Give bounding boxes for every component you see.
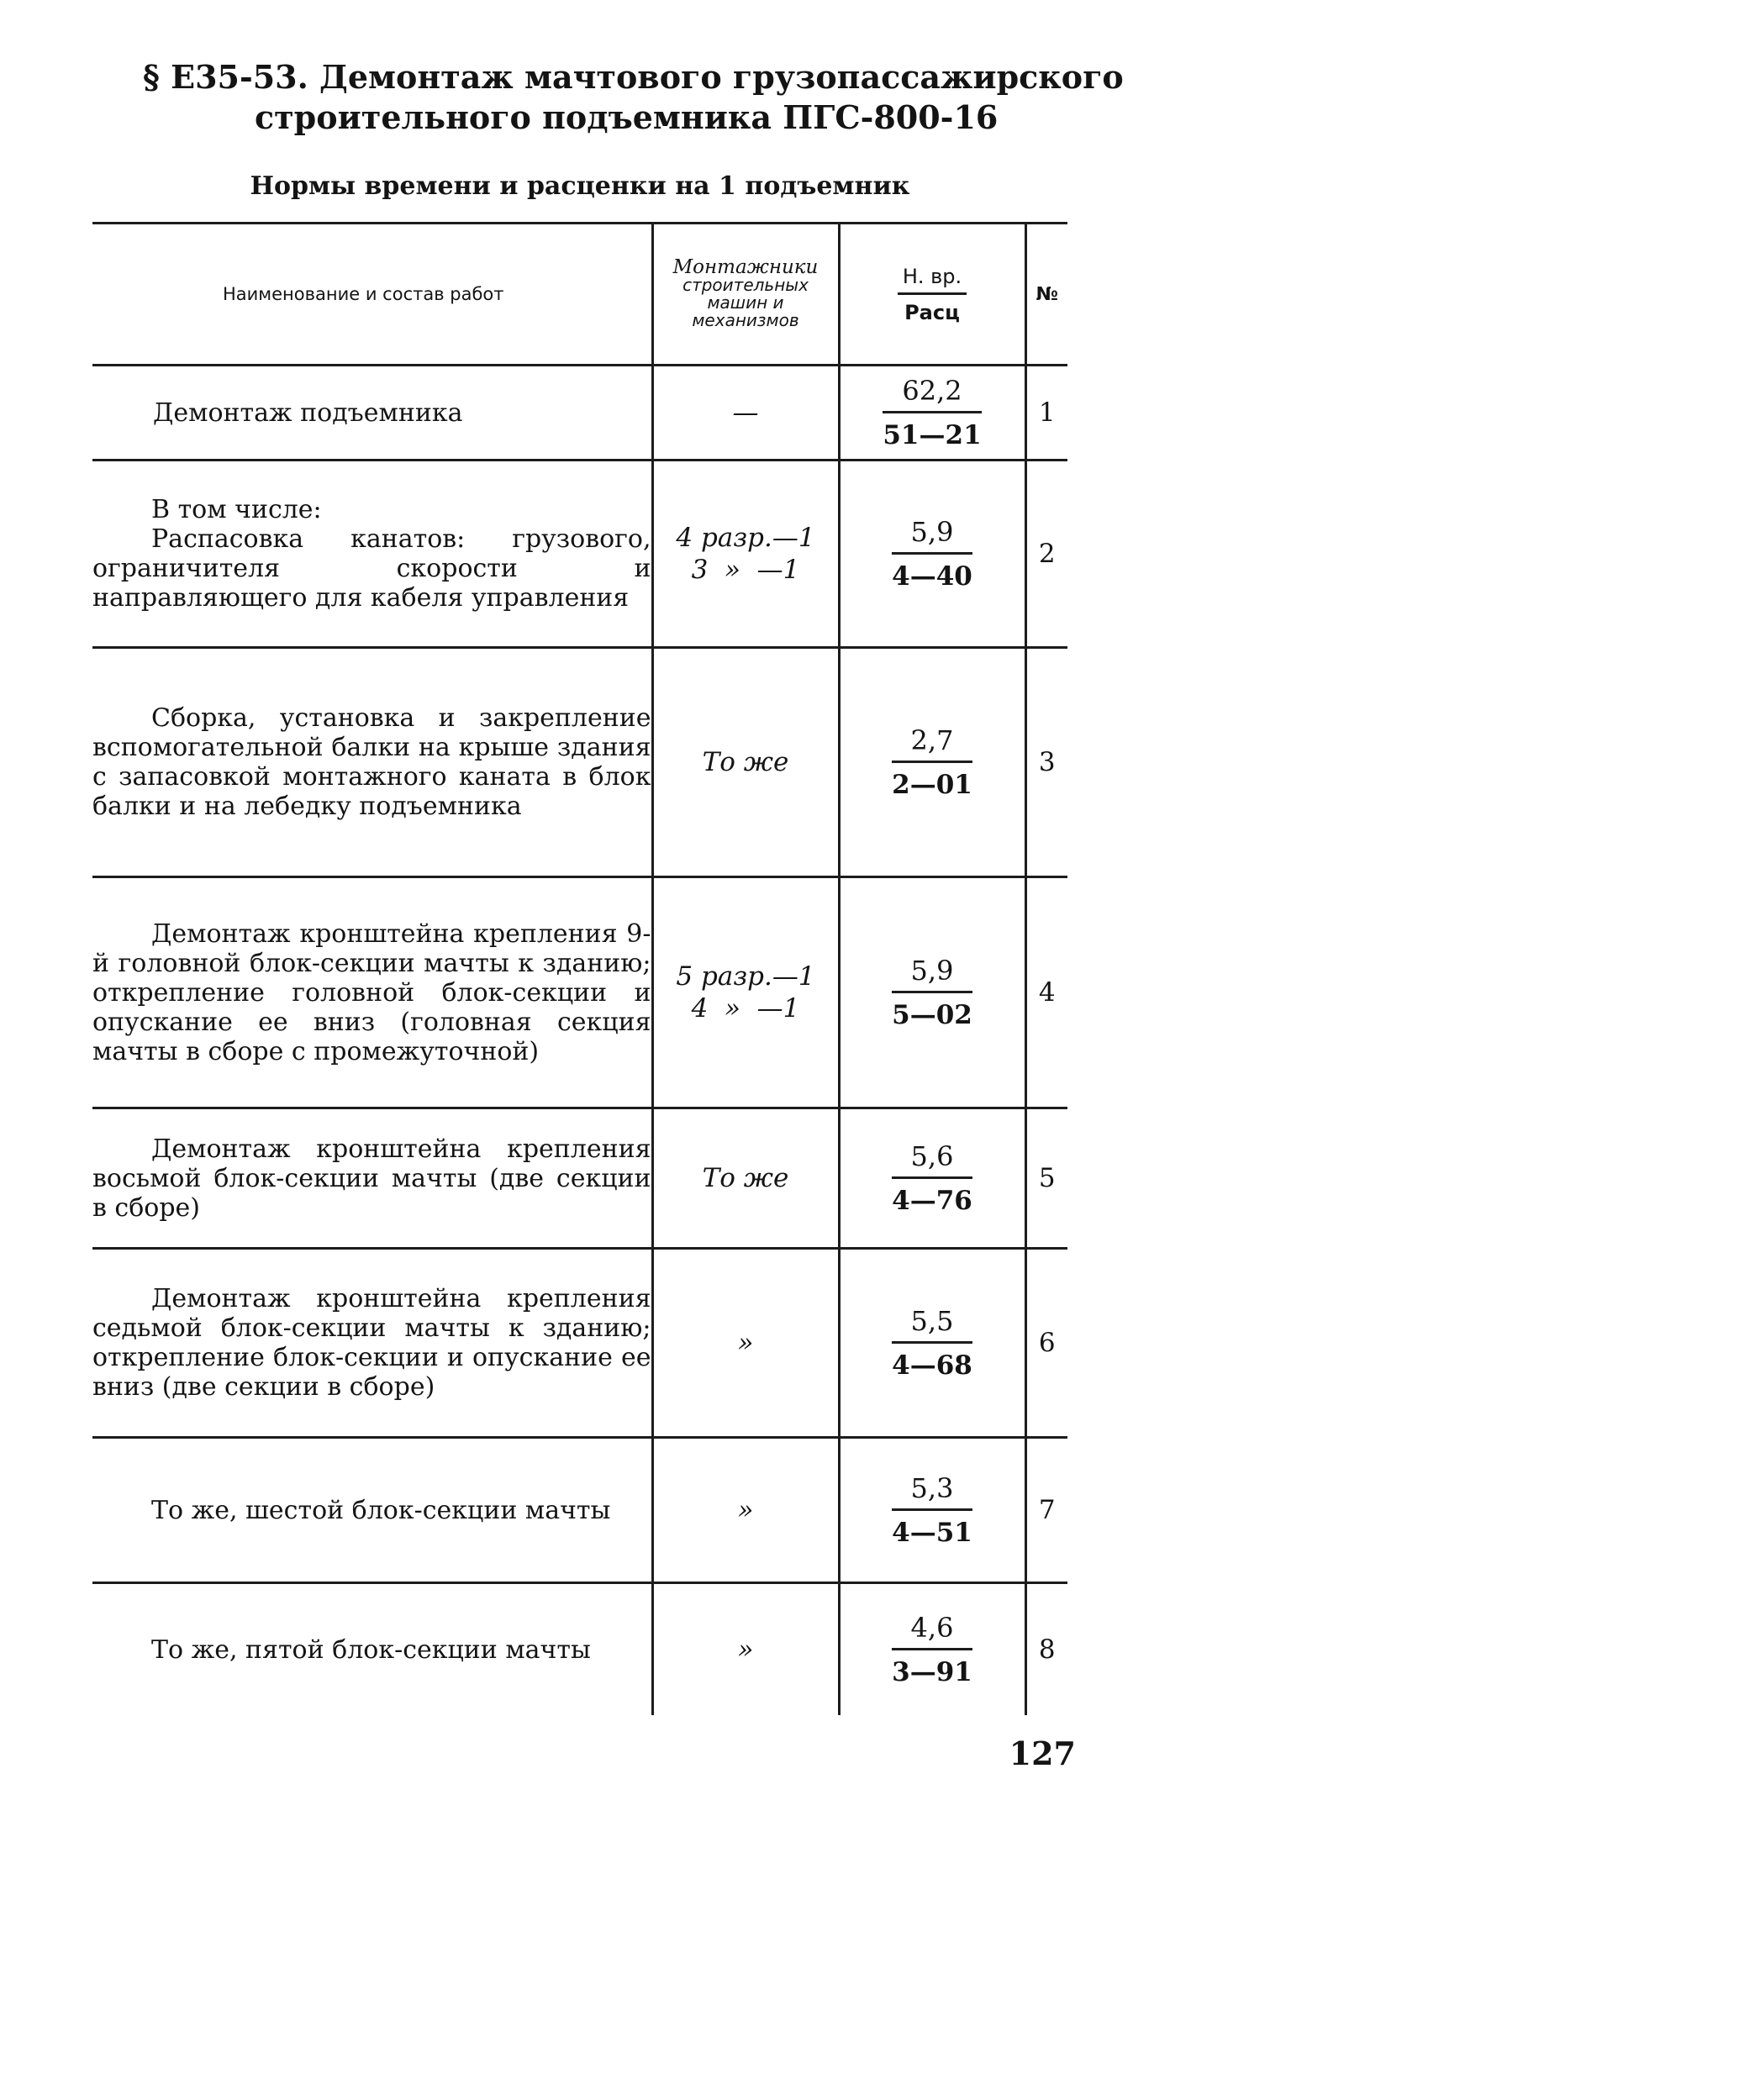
work-name: Демонтаж подъемника bbox=[92, 366, 652, 461]
crew-cell bbox=[652, 1108, 839, 1249]
rate: 4—51 bbox=[892, 1517, 972, 1548]
time-norm: 2,7 bbox=[892, 724, 972, 763]
rate: 5—02 bbox=[892, 999, 972, 1030]
header-norm bbox=[839, 224, 1025, 366]
rate: 4—40 bbox=[892, 561, 972, 592]
crew-line: То же bbox=[702, 747, 789, 777]
row-number: 1 bbox=[1025, 366, 1067, 461]
table-row bbox=[92, 366, 1067, 461]
work-name-text: Демонтаж кронштейна крепления седьмой блок-секции мачты к зданию; открепление блок-секции и опускание ее вниз (две секции в сборе) bbox=[92, 1284, 651, 1402]
table-row bbox=[92, 648, 1067, 877]
row-number: 7 bbox=[1025, 1438, 1067, 1583]
norm-cell bbox=[839, 461, 1025, 648]
row-number: 5 bbox=[1025, 1108, 1067, 1249]
crew-cell bbox=[652, 648, 839, 877]
table-row bbox=[92, 1108, 1067, 1249]
norm-cell bbox=[839, 366, 1025, 461]
work-name-text: Сборка, установка и закрепление вспомогательной балки на крыше здания с запасовкой монтажного каната в блок балки и на лебедку подъемника bbox=[92, 703, 651, 821]
norm-cell bbox=[839, 1438, 1025, 1583]
work-name bbox=[92, 877, 652, 1108]
table-header-row bbox=[92, 224, 1067, 366]
norm-fraction bbox=[892, 724, 972, 802]
crew-cell bbox=[652, 1249, 839, 1438]
crew-line: 4 разр.—1 bbox=[676, 523, 815, 553]
time-norm: 4,6 bbox=[892, 1611, 972, 1650]
rate: 4—68 bbox=[892, 1350, 972, 1381]
crew-line: 5 разр.—1 bbox=[676, 961, 815, 992]
row-number: 4 bbox=[1025, 877, 1067, 1108]
norm-cell bbox=[839, 1108, 1025, 1249]
norms-table bbox=[92, 222, 1067, 1715]
work-name bbox=[92, 1249, 652, 1438]
table-row bbox=[92, 461, 1067, 648]
norm-fraction bbox=[883, 374, 981, 452]
header-name: Наименование и состав работ bbox=[92, 224, 652, 366]
norm-fraction bbox=[892, 1139, 972, 1218]
norm-fraction bbox=[892, 1471, 972, 1550]
time-norm: 5,5 bbox=[892, 1304, 972, 1344]
norm-fraction bbox=[892, 954, 972, 1032]
work-name bbox=[92, 1583, 652, 1716]
header-norm-bottom: Расц bbox=[904, 300, 960, 324]
work-name-text: То же, шестой блок-секции мачты bbox=[151, 1495, 611, 1525]
crew-line: — bbox=[732, 397, 759, 428]
section-heading bbox=[143, 57, 1124, 138]
heading-line-1: § Е35-53. Демонтаж мачтового грузопассажирского bbox=[143, 58, 1124, 96]
row-number: 2 bbox=[1025, 461, 1067, 648]
crew-line: » bbox=[737, 1328, 754, 1358]
norm-cell bbox=[839, 1583, 1025, 1716]
crew-cell bbox=[652, 1438, 839, 1583]
work-name-text: Демонтаж кронштейна крепления 9-й головной блок-секции мачты к зданию; открепление головной блок-секции и опускание ее вниз (головная секция мачты в сборе с промежуточной) bbox=[92, 918, 651, 1066]
row-number: 6 bbox=[1025, 1249, 1067, 1438]
work-name bbox=[92, 461, 652, 648]
norm-cell bbox=[839, 648, 1025, 877]
work-name-lead: В том числе: bbox=[151, 495, 322, 524]
table-row bbox=[92, 1249, 1067, 1438]
heading-line-2: строительного подъемника ПГС-800-16 bbox=[255, 98, 999, 136]
crew-line: » bbox=[737, 1634, 754, 1665]
work-name-text: Распасовка канатов: грузового, ограничителя скорости и направляющего для кабеля управления bbox=[92, 524, 651, 613]
rate: 4—76 bbox=[892, 1185, 972, 1216]
crew-cell bbox=[652, 877, 839, 1108]
crew-cell bbox=[652, 1583, 839, 1716]
header-norm-fraction bbox=[898, 264, 967, 325]
work-name-text: То же, пятой блок-секции мачты bbox=[151, 1634, 591, 1665]
header-norm-top: Н. вр. bbox=[898, 264, 967, 295]
crew-line: 4 » —1 bbox=[691, 993, 800, 1024]
time-norm: 62,2 bbox=[883, 374, 981, 413]
table-row bbox=[92, 1583, 1067, 1716]
work-name bbox=[92, 1108, 652, 1249]
crew-line: 3 » —1 bbox=[691, 555, 800, 585]
work-name-text: Демонтаж кронштейна крепления восьмой блок-секции мачты (две секции в сборе) bbox=[92, 1134, 651, 1223]
page-number: 127 bbox=[1009, 1734, 1076, 1772]
row-number: 3 bbox=[1025, 648, 1067, 877]
table-row bbox=[92, 1438, 1067, 1583]
time-norm: 5,9 bbox=[892, 954, 972, 993]
header-num: № bbox=[1025, 224, 1067, 366]
crew-line: То же bbox=[702, 1163, 789, 1193]
norm-fraction bbox=[892, 1304, 972, 1382]
crew-cell bbox=[652, 461, 839, 648]
time-norm: 5,6 bbox=[892, 1139, 972, 1179]
norm-fraction bbox=[892, 515, 972, 593]
header-crew-line1: Монтажники bbox=[672, 256, 819, 278]
table-row bbox=[92, 877, 1067, 1108]
rate: 3—91 bbox=[892, 1656, 972, 1687]
header-crew-line2: строительных машин и механизмов bbox=[682, 275, 809, 330]
crew-line: » bbox=[737, 1495, 754, 1525]
norm-cell bbox=[839, 877, 1025, 1108]
time-norm: 5,3 bbox=[892, 1471, 972, 1511]
header-crew bbox=[652, 224, 839, 366]
time-norm: 5,9 bbox=[892, 515, 972, 555]
work-name bbox=[92, 1438, 652, 1583]
work-name bbox=[92, 648, 652, 877]
rate: 51—21 bbox=[883, 419, 982, 450]
norm-fraction bbox=[892, 1611, 972, 1689]
row-number: 8 bbox=[1038, 1634, 1056, 1665]
rate: 2—01 bbox=[892, 769, 972, 800]
crew-cell bbox=[652, 366, 839, 461]
norm-cell bbox=[839, 1249, 1025, 1438]
table-caption: Нормы времени и расценки на 1 подъемник bbox=[250, 171, 910, 201]
